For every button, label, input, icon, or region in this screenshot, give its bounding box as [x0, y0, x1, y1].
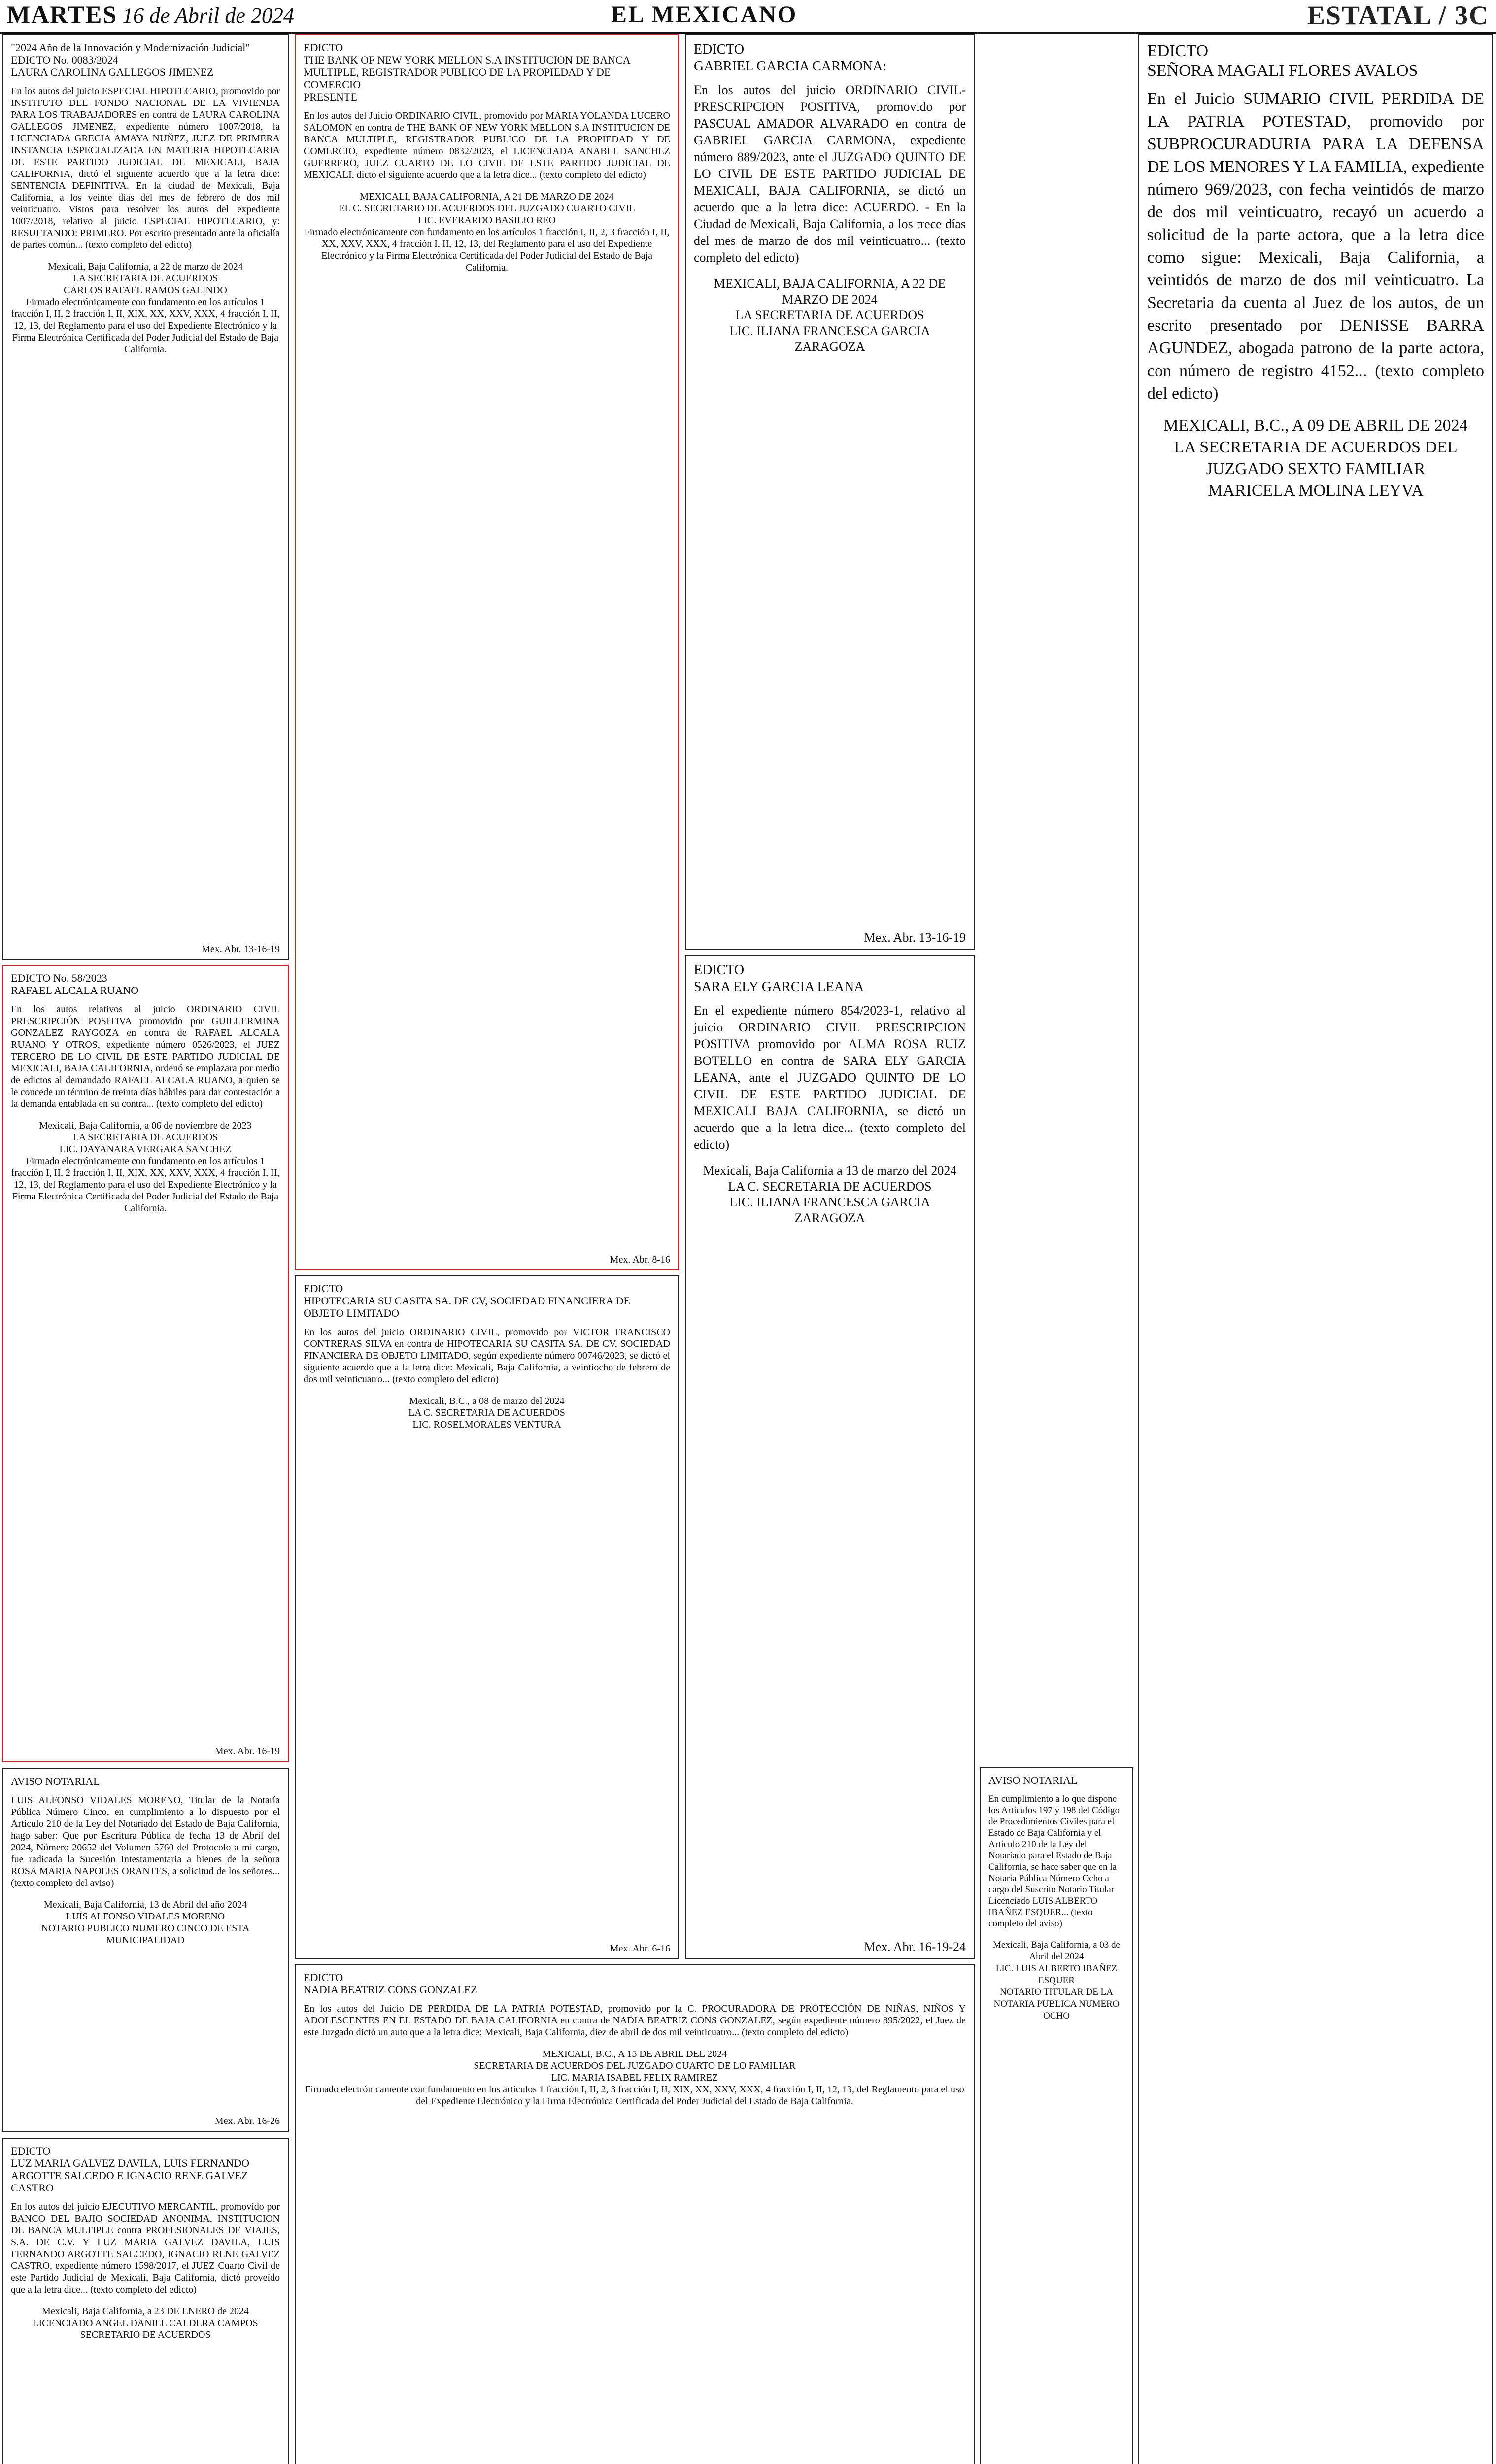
notice-heading: AVISO NOTARIAL [11, 1775, 100, 1787]
legal-notice-edicto-58 [2, 965, 289, 1762]
publication-dates: Mex. Abr. 6-16 [610, 1943, 670, 1954]
notice-heading: EDICTO SEÑORA MAGALI FLORES AVALOS [1147, 42, 1418, 80]
notice-signature: Mexicali, B.C., a 08 de marzo del 2024 LA C. SECRETARIA DE ACUERDOS LIC. ROSELMORALES VENTURA [408, 1396, 565, 1430]
notice-signature: MEXICALI, B.C., A 15 DE ABRIL DEL 2024 SECRETARIA DE ACUERDOS DEL JUZGADO CUARTO DE LO FAMILIAR LIC. MARIA ISABEL FELIX RAMIREZ Firmado electrónicamente con fundamento en los artículos 1 fracción I, II, 2, 3 fracción I, II, XIX, XX, XXV, XXX, 4 fracción I, II, 12, 13, del Reglamento para el uso del Expediente Electrónico y la Firma Electrónica Certificada del Poder Judicial del Estado de Baja California. [305, 2049, 964, 2107]
notice-body: En los autos del Juicio ORDINARIO CIVIL, promovido por MARIA YOLANDA LUCERO SALOMON en contra de THE BANK OF NEW YORK MELLON S.A INSTITUCION DE BANCA MULTIPLE, REGISTRADOR PUBLICO DE LA PROPIEDAD Y DE COMERCIO, expediente número 0832/2023, el LICENCIADA ANABEL SANCHEZ GUERRERO, JUEZ CUARTO DE LO CIVIL DE ESTE PARTIDO JUDICIAL DE MEXICALI, dictó el siguiente acuerdo que a la letra dice... (texto completo del edicto) [304, 110, 670, 180]
notice-signature: MEXICALI, BAJA CALIFORNIA, A 22 DE MARZO DE 2024 LA SECRETARIA DE ACUERDOS LIC. ILIANA FRANCESCA GARCIA ZARAGOZA [714, 276, 946, 354]
legal-notice-sara-garcia [685, 955, 975, 1959]
legal-notice-edicto-0083 [2, 34, 289, 960]
notice-heading: EDICTO No. 58/2023 RAFAEL ALCALA RUANO [11, 972, 139, 996]
notice-signature: MEXICALI, BAJA CALIFORNIA, A 21 DE MARZO DE 2024 EL C. SECRETARIO DE ACUERDOS DEL JUZGADO CUARTO CIVIL LIC. EVERARDO BASILIO REO Firmado electrónicamente con fundamento en los artículos 1 fracción I, II, 2, 3 fracción I, II, XX, XXV, XXX, 4 fracción I, II, 12, 13, del Reglamento para el uso del Expediente Electrónico y la Firma Electrónica Certificada del Poder Judicial del Estado de Baja California. [304, 191, 670, 273]
notice-signature: Mexicali, Baja California, a 22 de marzo de 2024 LA SECRETARIA DE ACUERDOS CARLOS RAFAEL RAMOS GALINDO Firmado electrónicamente con fundamento en los artículos 1 fracción I, II, 2 fracción I, II, XIX, XX, XXV, XXX, 4 fracción I, II, 12, 13, del Reglamento para el uso del Expediente Electrónico y la Firma Electrónica Certificada del Poder Judicial del Estado de Baja California. [11, 261, 280, 355]
notice-body: LUIS ALFONSO VIDALES MORENO, Titular de la Notaría Pública Número Cinco, en cumplimiento a lo dispuesto por el Artículo 210 de la Ley del Notariado del Estado de Baja California, hago saber: Que por Escritura Pública de fecha 13 de Abril del 2024, Número 20652 del Volumen 5760 del Protocolo a mi cargo, fue radicada la Sucesión Intestamentaria a bienes de la señora ROSA MARIA NAPOLES ORANTES, a solicitud de los señores... (texto completo del aviso) [11, 1795, 280, 1888]
publication-dates: Mex. Abr. 13-16-19 [864, 930, 966, 945]
notice-body: En los autos del juicio ORDINARIO CIVIL-PRESCRIPCION POSITIVA, promovido por PASCUAL AMADOR ALVARADO en contra de GABRIEL GARCIA CARMONA, expediente número 889/2023, ante el JUZGADO QUINTO DE LO CIVIL DE ESTE PARTIDO JUDICIAL DE MEXICALI, BAJA CALIFORNIA, se dictó un acuerdo que a la letra dice: ACUERDO. - En la Ciudad de Mexicali, Baja California, a los trece días del mes de marzo de dos mil veinticuatro... (texto completo del edicto) [694, 83, 966, 265]
notice-signature: MEXICALI, B.C., A 09 DE ABRIL DE 2024 LA SECRETARIA DE ACUERDOS DEL JUZGADO SEXTO FAMILIAR MARICELA MOLINA LEYVA [1163, 416, 1468, 500]
notice-signature: Mexicali, Baja California, a 06 de noviembre de 2023 LA SECRETARIA DE ACUERDOS LIC. DAYANARA VERGARA SANCHEZ Firmado electrónicamente con fundamento en los artículos 1 fracción I, II, 2 fracción I, II, XIX, XX, XXV, XXX, 4 fracción I, II, 12, 13, del Reglamento para el uso del Expediente Electrónico y la Firma Electrónica Certificada del Poder Judicial del Estado de Baja California. [11, 1120, 280, 1214]
legal-notice-magali-flores [1138, 34, 1493, 2464]
notice-signature: Mexicali, Baja California, a 23 DE ENERO de 2024 LICENCIADO ANGEL DANIEL CALDERA CAMPOS SECRETARIO DE ACUERDOS [33, 2306, 258, 2340]
masthead-date-text: 16 de Abril de 2024 [122, 3, 294, 28]
legal-notice-hipotecaria-su-casita [295, 1275, 679, 1959]
notice-body: En los autos del juicio ESPECIAL HIPOTECARIO, promovido por INSTITUTO DEL FONDO NACIONAL DE LA VIVIENDA PARA LOS TRABAJADORES en contra de LAURA CAROLINA GALLEGOS JIMENEZ, expediente número 1007/2018, la LICENCIADA GRECIA AMAYA NUÑEZ, JUEZ DE PRIMERA INSTANCIA ESPECIALIZADA EN MATERIA HIPOTECARIA DE ESTE PARTIDO JUDICIAL DE MEXICALI, BAJA CALIFORNIA, dictó el siguiente acuerdo que a la letra dice: SENTENCIA DEFINITIVA. En la ciudad de Mexicali, Baja California, a los veinte días del mes de febrero de dos mil veinticuatro. Vistos para resolver los autos del expediente 1007/2018, relativo al juicio ESPECIAL HIPOTECARIO, y: RESULTANDO: PRIMERO. Por escrito presentado ante la oficialía de partes común... (texto completo del edicto) [11, 86, 280, 250]
notice-heading: AVISO NOTARIAL [988, 1774, 1078, 1786]
notice-heading: EDICTO GABRIEL GARCIA CARMONA: [694, 42, 886, 74]
notice-heading: EDICTO HIPOTECARIA SU CASITA SA. DE CV, SOCIEDAD FINANCIERA DE OBJETO LIMITADO [304, 1282, 630, 1319]
legal-notice-galvez [2, 2138, 289, 2464]
notice-heading: EDICTO LUZ MARIA GALVEZ DAVILA, LUIS FERNANDO ARGOTTE SALCEDO E IGNACIO RENE GALVEZ CASTRO [11, 2145, 249, 2194]
notice-signature: Mexicali, Baja California, a 03 de Abril del 2024 LIC. LUIS ALBERTO IBAÑEZ ESQUER NOTARIO TITULAR DE LA NOTARIA PUBLICA NUMERO OCHO [993, 1940, 1120, 2021]
legal-notice-gabriel-garcia [685, 34, 975, 950]
notarial-notice-ibanez [980, 1767, 1133, 2464]
legal-notice-nadia-cons [295, 1964, 975, 2464]
notice-signature: Mexicali, Baja California a 13 de marzo del 2024 LA C. SECRETARIA DE ACUERDOS LIC. ILIANA FRANCESCA GARCIA ZARAGOZA [703, 1164, 957, 1225]
publication-dates: Mex. Abr. 16-19 [214, 1746, 280, 1757]
publication-dates: Mex. Abr. 13-16-19 [202, 944, 280, 955]
notice-body: En los autos del juicio EJECUTIVO MERCANTIL, promovido por BANCO DEL BAJIO SOCIEDAD ANONIMA, INSTITUCION DE BANCA MULTIPLE contra PROFESIONALES DE VIAJES, S.A. DE C.V. Y LUZ MARIA GALVEZ DAVILA, LUIS FERNANDO ARGOTTE SALCEDO, IGNACIO RENE GALVEZ CASTRO, expediente número 1598/2017, el JUEZ Cuarto Civil de este Partido Judicial de Mexicali, Baja California, dictó proveído que a la letra dice... (texto completo del edicto) [11, 2201, 280, 2295]
notice-body: En cumplimiento a lo que dispone los Artículos 197 y 198 del Código de Procedimientos Civiles para el Estado de Baja California y el Artículo 210 de la Ley del Notariado para el Estado de Baja California, se hace saber que en la Notaría Pública Número Ocho a cargo del Suscrito Notario Titular Licenciado LUIS ALBERTO IBAÑEZ ESQUER... (texto completo del aviso) [988, 1794, 1120, 1929]
notice-body: En el Juicio SUMARIO CIVIL PERDIDA DE LA PATRIA POTESTAD, promovido por SUBPROCURADURIA PARA LA DEFENSA DE LOS MENORES Y LA FAMILIA, expediente número 969/2023, con fecha veintidós de marzo de dos mil veinticuatro, recayó un acuerdo a solicitud de la parte actora, que a la letra dice como sigue: Mexicali, Baja California, a veintidós de marzo de dos mil veinticuatro. La Secretaria da cuenta al Juez de los autos, de un escrito presentado por DENISSE BARRA AGUNDEZ, abogada patrono de la parte actora, con número de registro 4152... (texto completo del edicto) [1147, 90, 1484, 403]
notice-signature: Mexicali, Baja California, 13 de Abril del año 2024 LUIS ALFONSO VIDALES MORENO NOTARIO PUBLICO NUMERO CINCO DE ESTA MUNICIPALIDAD [41, 1899, 250, 1946]
notice-body: En los autos relativos al juicio ORDINARIO CIVIL PRESCRIPCIÓN POSITIVA promovido por GUILLERMINA GONZALEZ RAYGOZA en contra de RAFAEL ALCALA RUANO Y OTROS, expediente número 0526/2023, el JUEZ TERCERO DE LO CIVIL DE ESTE PARTIDO JUDICIAL DE MEXICALI, BAJA CALIFORNIA, ordenó se emplazara por medio de edictos al demandado RAFAEL ALCALA RUANO, a quien se le concede un término de treinta días hábiles para dar contestación a la demanda entablada en su contra... (texto completo del edicto) [11, 1004, 280, 1109]
masthead-date [7, 0, 294, 29]
notice-body: En los autos del juicio ORDINARIO CIVIL, promovido por VICTOR FRANCISCO CONTRERAS SILVA en contra de HIPOTECARIA SU CASITA SA. DE CV, SOCIEDAD FINANCIERA DE OBJETO LIMITADO, según expediente número 00746/2023, se dictó el siguiente acuerdo que a la letra dice: Mexicali, Baja California, a veintiocho de febrero de dos mil veinticuatro... (texto completo del edicto) [304, 1327, 670, 1385]
publication-dates: Mex. Abr. 8-16 [610, 1254, 670, 1265]
notice-heading: EDICTO NADIA BEATRIZ CONS GONZALEZ [304, 1971, 477, 1996]
publication-dates: Mex. Abr. 16-26 [214, 2116, 280, 2126]
publication-dates: Mex. Abr. 16-19-24 [864, 1940, 966, 1954]
notice-body: En el expediente número 854/2023-1, relativo al juicio ORDINARIO CIVIL PRESCRIPCION POSITIVA promovido por ALMA ROSA RUIZ BOTELLO en contra de SARA ELY GARCIA LEANA, ante el JUZGADO QUINTO DE LO CIVIL DE ESTE PARTIDO JUDICIAL DE MEXICALI BAJA CALIFORNIA, se dictó un acuerdo que a la letra dice... (texto completo del edicto) [694, 1003, 966, 1152]
legal-notice-bank-of-new-york [295, 34, 679, 1270]
newspaper-name: EL MEXICANO [611, 1, 798, 28]
masthead-day: MARTES [7, 0, 118, 28]
section-page-label: ESTATAL / 3C [1307, 0, 1489, 30]
notice-heading: EDICTO THE BANK OF NEW YORK MELLON S.A INSTITUCION DE BANCA MULTIPLE, REGISTRADOR PUBLICO DE LA PROPIEDAD Y DE COMERCIO PRESENTE [304, 41, 630, 103]
masthead [0, 0, 1496, 34]
notice-heading: "2024 Año de la Innovación y Modernización Judicial" EDICTO No. 0083/2024 LAURA CAROLINA GALLEGOS JIMENEZ [11, 41, 250, 78]
notarial-notice-vidales [2, 1768, 289, 2132]
notice-body: En los autos del Juicio DE PERDIDA DE LA PATRIA POTESTAD, promovido por la C. PROCURADORA DE PROTECCIÓN DE NIÑAS, NIÑOS Y ADOLESCENTES EN EL ESTADO DE BAJA CALIFORNIA en contra de NADIA BEATRIZ CONS GONZALEZ, según expediente número 895/2022, el Juez de este Juzgado dictó un auto que a la letra dice: Mexicali, Baja California, diez de abril de dos mil veinticuatro... (texto completo del edicto) [304, 2003, 966, 2038]
notice-heading: EDICTO SARA ELY GARCIA LEANA [694, 962, 864, 994]
